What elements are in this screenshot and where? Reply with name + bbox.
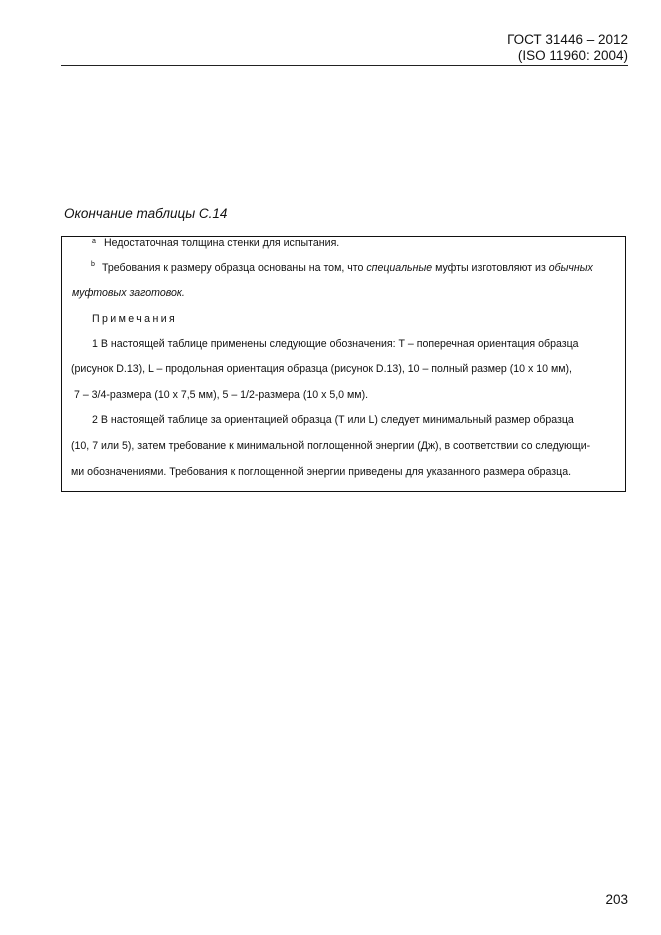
table-continuation-caption: Окончание таблицы С.14 bbox=[64, 206, 228, 221]
footnote-a-marker: a bbox=[92, 238, 96, 245]
document-header bbox=[507, 32, 628, 64]
footnote-b-italic-ordinary: обычных bbox=[548, 262, 593, 274]
note2-line1: 2 В настоящей таблице за ориентацией образца (Т или L) следует минимальный размер образца bbox=[92, 414, 574, 426]
header-divider bbox=[61, 65, 628, 66]
footnote-b-italic-special: специальные bbox=[366, 262, 433, 274]
note1-line1: 1 В настоящей таблице применены следующие обозначения: Т – поперечная ориентация образца bbox=[92, 338, 579, 350]
iso-reference: (ISO 11960: 2004) bbox=[517, 48, 628, 63]
table-notes-box bbox=[61, 236, 626, 492]
note2-line3: ми обозначениями. Требования к поглощенной энергии приведены для указанного размера образца. bbox=[71, 466, 572, 478]
note1-line2: (рисунок D.13), L – продольная ориентация образца (рисунок D.13), 10 – полный размер (10 х 10 мм), bbox=[71, 363, 572, 375]
footnote-b-text-part2: муфты изготовляют из bbox=[432, 262, 549, 274]
footnote-a-text: Недостаточная толщина стенки для испытания. bbox=[104, 237, 340, 249]
footnote-b-marker: b bbox=[91, 261, 95, 268]
footnote-b-line1 bbox=[102, 262, 593, 275]
notes-heading: Примечания bbox=[92, 313, 178, 325]
footnote-b-text-part1: Требования к размеру образца основаны на том, что bbox=[102, 262, 367, 274]
note2-line2: (10, 7 или 5), затем требование к минимальной поглощенной энергии (Дж), в соответствии со следующи- bbox=[71, 440, 591, 452]
note1-line3: 7 – 3/4-размера (10 х 7,5 мм), 5 – 1/2-размера (10 х 5,0 мм). bbox=[74, 389, 369, 401]
page-number: 203 bbox=[605, 892, 628, 907]
standard-number: ГОСТ 31446 – 2012 bbox=[507, 32, 628, 47]
footnote-b-line2: муфтовых заготовок. bbox=[72, 287, 185, 299]
